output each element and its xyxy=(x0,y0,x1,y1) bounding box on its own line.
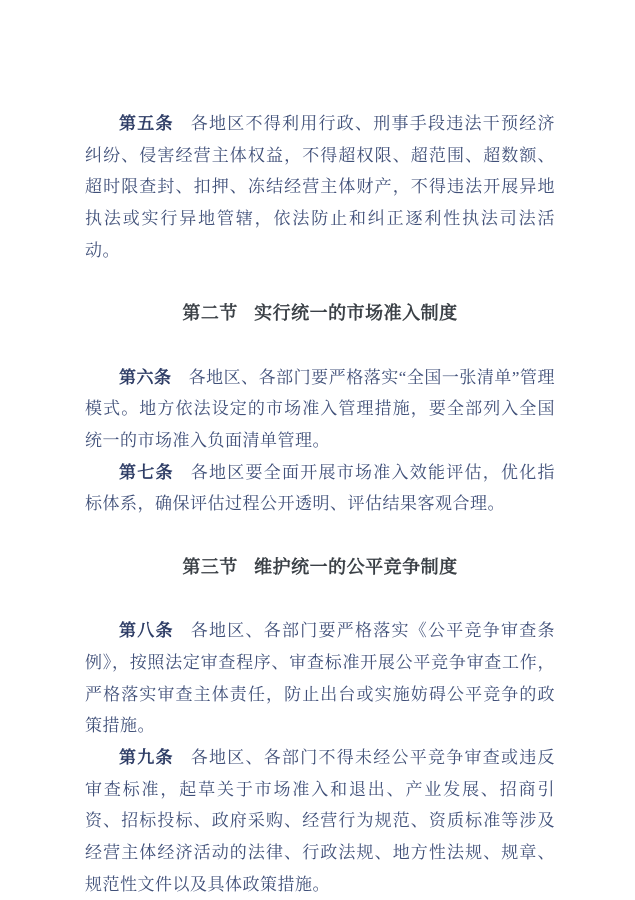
section-heading-3 xyxy=(85,552,555,584)
article-number: 第七条 xyxy=(119,462,174,482)
article-text: 各地区、各部门不得未经公平竞争审查或违反审查标准，起草关于市场准入和退出、产业发展、招商引资、招标投标、政府采购、经营行为规范、资质标准等涉及经营主体经济活动的法律、行政法规、地方性法规、规章、规范性文件以及具体政策措施。 xyxy=(85,748,555,894)
article-text: 各地区不得利用行政、刑事手段违法干预经济纠纷、侵害经营主体权益，不得超权限、超范围、超数额、超时限查封、扣押、冻结经营主体财产，不得违法开展异地执法或实行异地管辖，依法防止和纠正逐利性执法司法活动。 xyxy=(85,114,555,260)
article-number: 第八条 xyxy=(119,621,174,641)
section-number: 第二节 xyxy=(182,303,238,324)
article-paragraph-8 xyxy=(85,615,555,742)
article-paragraph-6 xyxy=(85,362,555,457)
article-text: 各地区、各部门要严格落实“全国一张清单”管理模式。地方依法设定的市场准入管理措施，要全部列入全国统一的市场准入负面清单管理。 xyxy=(85,367,556,450)
article-number: 第九条 xyxy=(119,748,174,767)
section-heading-2 xyxy=(85,298,555,330)
article-paragraph-9 xyxy=(85,742,555,900)
article-text: 各地区要全面开展市场准入效能评估，优化指标体系，确保评估过程公开透明、评估结果客观合理。 xyxy=(85,462,555,514)
section-title: 实行统一的市场准入制度 xyxy=(254,303,458,324)
article-paragraph-7 xyxy=(85,457,555,520)
section-title: 维护统一的公平竞争制度 xyxy=(254,556,458,577)
article-number: 第五条 xyxy=(119,114,174,133)
article-paragraph-5 xyxy=(85,108,555,267)
article-text: 各地区、各部门要严格落实《公平竞争审查条例》，按照法定审查程序、审查标准开展公平竞争审查工作，严格落实审查主体责任，防止出台或实施妨碍公平竞争的政策措施。 xyxy=(85,621,555,736)
section-number: 第三节 xyxy=(182,556,238,577)
article-number: 第六条 xyxy=(119,367,172,387)
